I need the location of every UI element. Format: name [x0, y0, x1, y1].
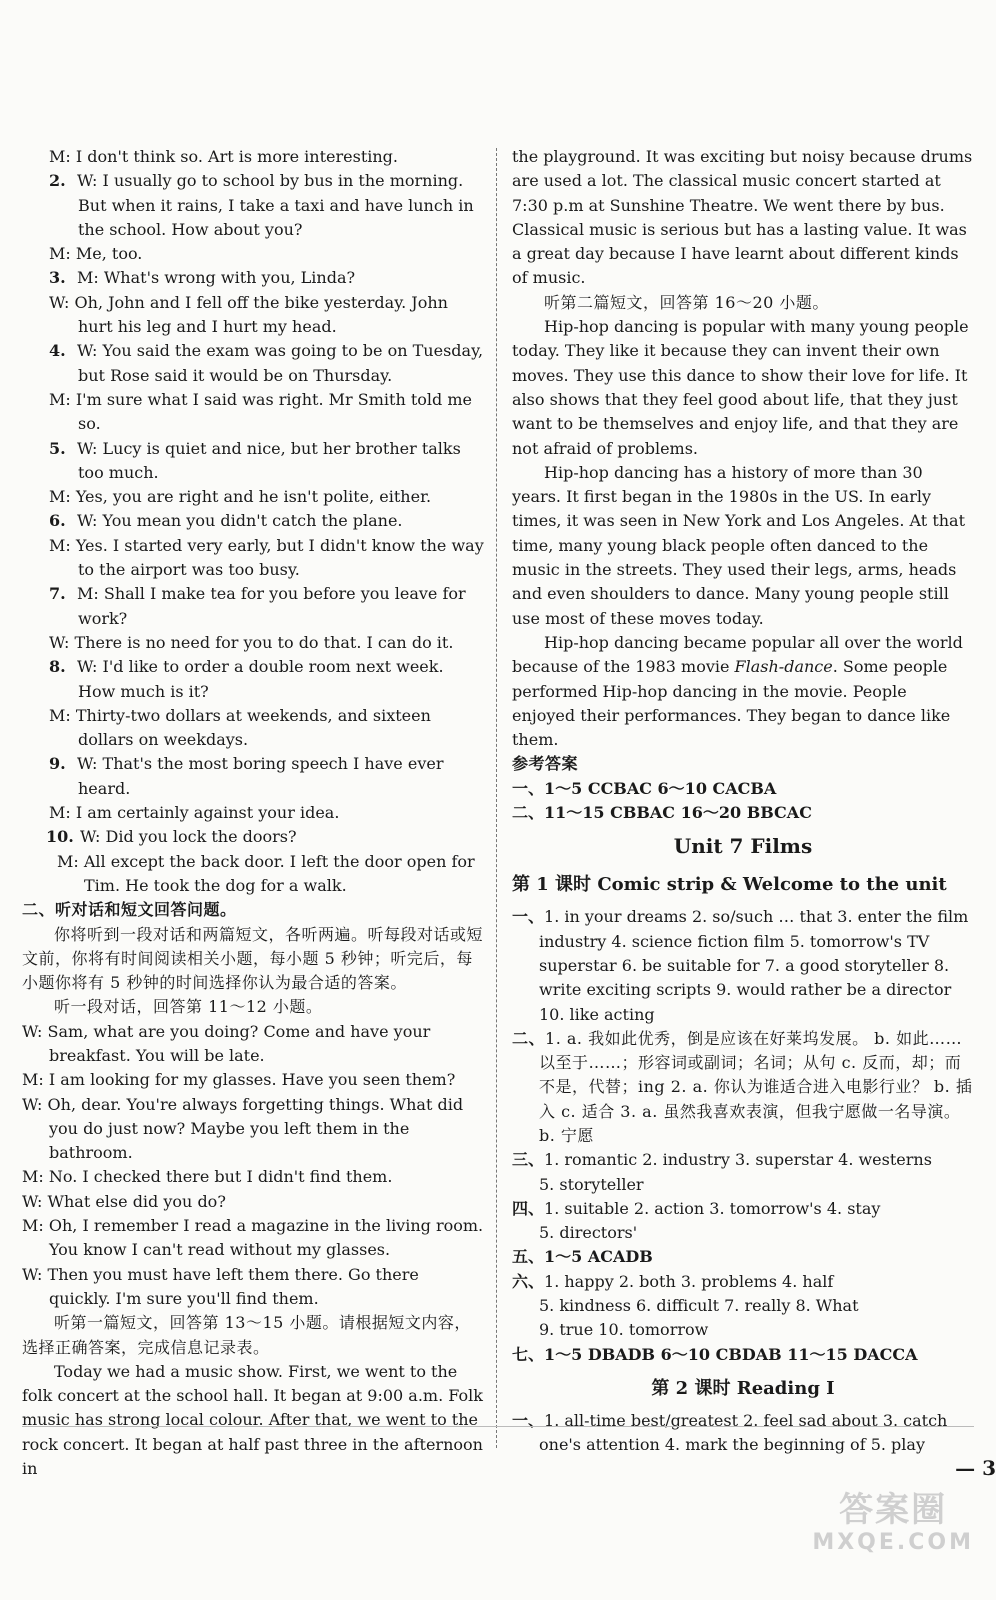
question-5: 5. W: Lucy is quiet and nice, but her brother talks too much.	[49, 438, 461, 482]
unit-title: Unit 7 Films	[673, 834, 813, 859]
dialogue-line: M: Thirty-two dollars at weekends, and sixteen dollars on weekdays.	[49, 705, 431, 750]
lesson-title: 第 2 课时 Reading Ⅰ	[651, 1377, 835, 1399]
answer-line: 二、11～15 CBBAC 16～20 BBCAC	[512, 803, 812, 823]
movie-title: Flash-dance	[734, 657, 833, 677]
question-3: 3. M: What's wrong with you, Linda?	[49, 268, 356, 288]
question-10: 10. W: Did you lock the doors?	[46, 827, 297, 847]
answer-line: 5. storyteller	[539, 1174, 644, 1194]
passage-text: the playground. It was exciting but noisy because drums are used a lot. The classical music concert started at 7:30 p.m at Sunshine Theatre. We went there by bus. Classical music is serious but has a lasting value. It was a great day because I have learnt about different kinds of music.	[512, 147, 973, 288]
dialogue-line: M: I am looking for my glasses. Have you seen them?	[22, 1070, 456, 1090]
answer-line: 五、1～5 ACADB	[512, 1247, 653, 1267]
answer-line: 一、1～5 CCBAC 6～10 CACBA	[512, 778, 777, 798]
dialogue-line: W: Oh, dear. You're always forgetting things. What did you do just now? Maybe you left them in the bathroom.	[22, 1094, 464, 1163]
column-divider	[496, 148, 497, 1448]
answer-section: 二、1. a. 我如此优秀，倒是应该在好莱坞发展。 b. 如此……以至于……；形容词或副词；名词；从句 c. 反而，却；而不是，代替；ing 2. a. 你认为谁适合进入电影行业？ b. 插入 c. 适合 3. a. 虽然我喜欢表演，但我宁愿做一名导演。 b. 宁愿	[512, 1028, 973, 1145]
dialogue-line: W: Then you must have left them there. Go there quickly. I'm sure you'll find them.	[22, 1264, 419, 1308]
answer-section: 三、1. romantic 2. industry 3. superstar 4. westerns	[512, 1150, 932, 1170]
question-7: 7. M: Shall I make tea for you before you leave for work?	[49, 584, 466, 628]
dialogue-line: M: Yes. I started very early, but I didn't know the way to the airport was too busy.	[49, 535, 484, 580]
dialogue-line: M: I'm sure what I said was right. Mr Smith told me so.	[49, 389, 472, 434]
passage-text: Today we had a music show. First, we went to the folk concert at the school hall. It began at 9:00 a.m. Folk music has strong local colour. After that, we went to the rock concert. It began at half past three in the afternoon in	[22, 1361, 483, 1479]
dialogue-line: M: I am certainly against your idea.	[49, 803, 340, 823]
dialogue-line: W: What else did you do?	[22, 1191, 226, 1211]
right-column	[512, 145, 974, 1458]
question-4: 4. W: You said the exam was going to be on Tuesday, but Rose said it would be on Thursday.	[49, 341, 484, 385]
watermark-logo: 答案圈 MXQE.COM	[812, 1490, 974, 1555]
page-number: — 3	[955, 1456, 996, 1480]
section-instructions: 你将听到一段对话和两篇短文，各听两遍。听每段对话或短文前，你将有时间阅读相关小题，每小题 5 秒钟；听完后，每小题你将有 5 秒钟的时间选择你认为最合适的答案。	[22, 924, 484, 993]
passage-text: Hip-hop dancing is popular with many young people today. They like it because they can invent their own moves. They use this dance to show their love for life. It also shows that they feel good about life, that they just want to be themselves and enjoy life, and that they are not afraid of problems.	[512, 317, 969, 458]
answer-line: 5. kindness 6. difficult 7. really 8. What	[539, 1296, 859, 1316]
answer-line: 5. directors'	[539, 1223, 638, 1243]
dialogue-line: M: No. I checked there but I didn't find them.	[22, 1167, 393, 1187]
left-column	[22, 145, 484, 1481]
answers-heading: 参考答案	[512, 754, 579, 774]
answer-section: 四、1. suitable 2. action 3. tomorrow's 4. stay	[512, 1198, 881, 1218]
passage-text: Hip-hop dancing became popular all over the world because of the 1983 movie Flash-dance. Some people performed Hip-hop dancing in the movie. People enjoyed their performances. They began to dance like them.	[512, 632, 963, 750]
dialogue-line: W: Oh, John and I fell off the bike yesterday. John hurt his leg and I hurt my head.	[49, 292, 448, 337]
question-2: 2. W: I usually go to school by bus in the morning. But when it rains, I take a taxi and have lunch in the school. How about you?	[49, 171, 474, 239]
answer-section: 六、1. happy 2. both 3. problems 4. half	[512, 1271, 834, 1291]
dialogue-line: W: Sam, what are you doing? Come and have your breakfast. You will be late.	[22, 1021, 431, 1065]
passage-text: Hip-hop dancing has a history of more than 30 years. It first began in the 1980s in the US. In early times, it was seen in New York and Los Angeles. At that time, many young black people often danced to the music in the streets. They used their legs, arms, heads and even shoulders to dance. Many young people still use most of these moves today.	[512, 462, 966, 628]
dialogue-line: M: Yes, you are right and he isn't polite, either.	[49, 487, 432, 507]
dialogue-line: M: I don't think so. Art is more interesting.	[49, 147, 398, 166]
answer-section: 一、1. in your dreams 2. so/such … that 3. enter the film industry 4. science fiction film 5. tomorrow's TV superstar 6. be suitable for 7. a good storyteller 8. write exciting scripts 9. would rather be a director 10. like acting	[512, 907, 969, 1024]
lesson-title: 第 1 课时 Comic strip & Welcome to the unit	[512, 874, 947, 896]
bottom-rule	[22, 1426, 974, 1427]
section-title: 二、听对话和短文回答问题。	[22, 900, 237, 920]
answer-line: 七、1～5 DBADB 6～10 CBDAB 11～15 DACCA	[512, 1344, 918, 1364]
dialogue-line: M: Me, too.	[49, 244, 143, 264]
question-8: 8. W: I'd like to order a double room next week. How much is it?	[49, 657, 444, 701]
question-6: 6. W: You mean you didn't catch the plane.	[49, 511, 403, 531]
passage-heading: 听第一篇短文，回答第 13～15 小题。请根据短文内容，选择正确答案，完成信息记录表。	[22, 1313, 471, 1357]
dialogue-heading: 听一段对话，回答第 11～12 小题。	[54, 997, 323, 1017]
answer-line: 9. true 10. tomorrow	[539, 1320, 709, 1340]
answer-section: 一、1. all-time best/greatest 2. feel sad about 3. catch one's attention 4. mark the beginning of 5. play	[512, 1410, 948, 1455]
dialogue-line: W: There is no need for you to do that. I can do it.	[49, 632, 454, 652]
passage-heading: 听第二篇短文，回答第 16～20 小题。	[544, 292, 829, 312]
question-9: 9. W: That's the most boring speech I have ever heard.	[49, 754, 444, 798]
dialogue-line: M: All except the back door. I left the door open for Tim. He took the dog for a walk.	[57, 851, 475, 895]
dialogue-line: M: Oh, I remember I read a magazine in the living room. You know I can't read without my glasses.	[22, 1216, 484, 1260]
